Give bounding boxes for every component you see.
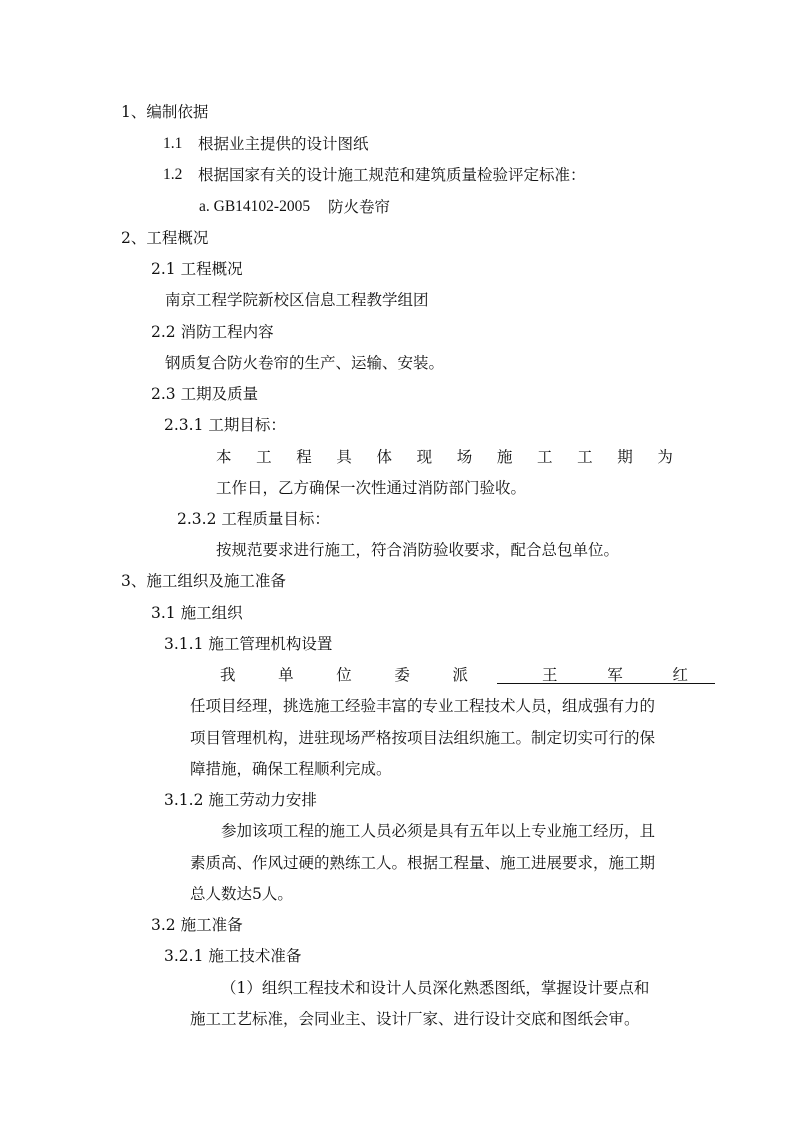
char: 施	[496, 448, 513, 466]
char: 场	[456, 448, 473, 466]
subsection-2-3-1-heading: 2.3.1 工期目标：	[164, 416, 286, 434]
subsection-3-1-2-heading: 3.1.2 施工劳动力安排	[164, 791, 317, 809]
char: 红	[672, 666, 688, 684]
management-line-3: 项目管理机构，进驻现场严格按项目法组织施工。制定切实可行的保	[190, 729, 656, 747]
char: 程	[296, 448, 312, 466]
char: 派	[452, 666, 468, 684]
labor-line-3: 总人数达5人。	[190, 885, 293, 903]
char: 体	[376, 448, 393, 466]
tech-prep-line-1: （1）组织工程技术和设计人员深化熟悉图纸，掌握设计要点和	[221, 979, 650, 997]
subsection-2-3-2-heading: 2.3.2 工程质量目标：	[177, 510, 330, 528]
subsection-3-1-heading: 3.1 施工组织	[151, 604, 243, 622]
char: 单	[278, 666, 294, 684]
section-1-heading: 1、编制依据	[121, 103, 209, 121]
period-target-line-1	[216, 447, 673, 467]
char: 王	[542, 666, 558, 684]
char: 工	[256, 448, 272, 466]
section-3-heading: 3、施工组织及施工准备	[121, 572, 286, 590]
char: 现	[416, 448, 433, 466]
manager-name	[542, 665, 688, 685]
char: 委	[394, 666, 410, 684]
char: 工	[537, 448, 553, 466]
item-1-1-text: 根据业主提供的设计图纸	[198, 135, 369, 153]
subsection-2-2-body: 钢质复合防火卷帘的生产、运输、安装。	[165, 354, 445, 372]
char: 期	[617, 448, 633, 466]
char: 工	[577, 448, 593, 466]
char: 位	[336, 666, 352, 684]
management-line-4: 障措施，确保工程顺利完成。	[190, 760, 392, 778]
subsection-2-1-body: 南京工程学院新校区信息工程教学组团	[165, 291, 429, 309]
subsection-2-2-heading: 2.2 消防工程内容	[151, 323, 274, 341]
period-target-line-2: 工作日，乙方确保一次性通过消防部门验收。	[216, 479, 527, 497]
sub-item-a-text: 防火卷帘	[328, 198, 391, 216]
subsection-2-1-heading: 2.1 工程概况	[151, 260, 243, 278]
quality-target-body: 按规范要求进行施工，符合消防验收要求，配合总包单位。	[216, 541, 620, 559]
labor-line-1: 参加该项工程的施工人员必须是具有五年以上专业施工经历，且	[221, 822, 656, 840]
tech-prep-line-2: 施工工艺标准，会同业主、设计厂家、进行设计交底和图纸会审。	[190, 1010, 640, 1028]
char: 本	[216, 448, 232, 466]
item-1-1-number: 1.1	[163, 135, 183, 152]
section-2-heading: 2、工程概况	[121, 229, 209, 247]
item-1-2-text: 根据国家有关的设计施工规范和建筑质量检验评定标准：	[198, 166, 586, 184]
char: 为	[657, 448, 673, 466]
subsection-3-2-1-heading: 3.2.1 施工技术准备	[164, 947, 302, 965]
sub-item-a-number: a. GB14102-2005	[199, 198, 311, 215]
char: 具	[336, 448, 352, 466]
item-1-2-number: 1.2	[163, 166, 183, 183]
subsection-3-1-1-heading: 3.1.1 施工管理机构设置	[164, 635, 333, 653]
subsection-3-2-heading: 3.2 施工准备	[151, 916, 243, 934]
management-line-2: 任项目经理，挑选施工经验丰富的专业工程技术人员，组成强有力的	[190, 697, 656, 715]
management-line-1-prefix	[220, 665, 468, 685]
char: 我	[220, 666, 236, 684]
subsection-2-3-heading: 2.3 工期及质量	[151, 385, 259, 403]
char: 军	[607, 666, 623, 684]
labor-line-2: 素质高、作风过硬的熟练工人。根据工程量、施工进展要求，施工期	[190, 854, 656, 872]
